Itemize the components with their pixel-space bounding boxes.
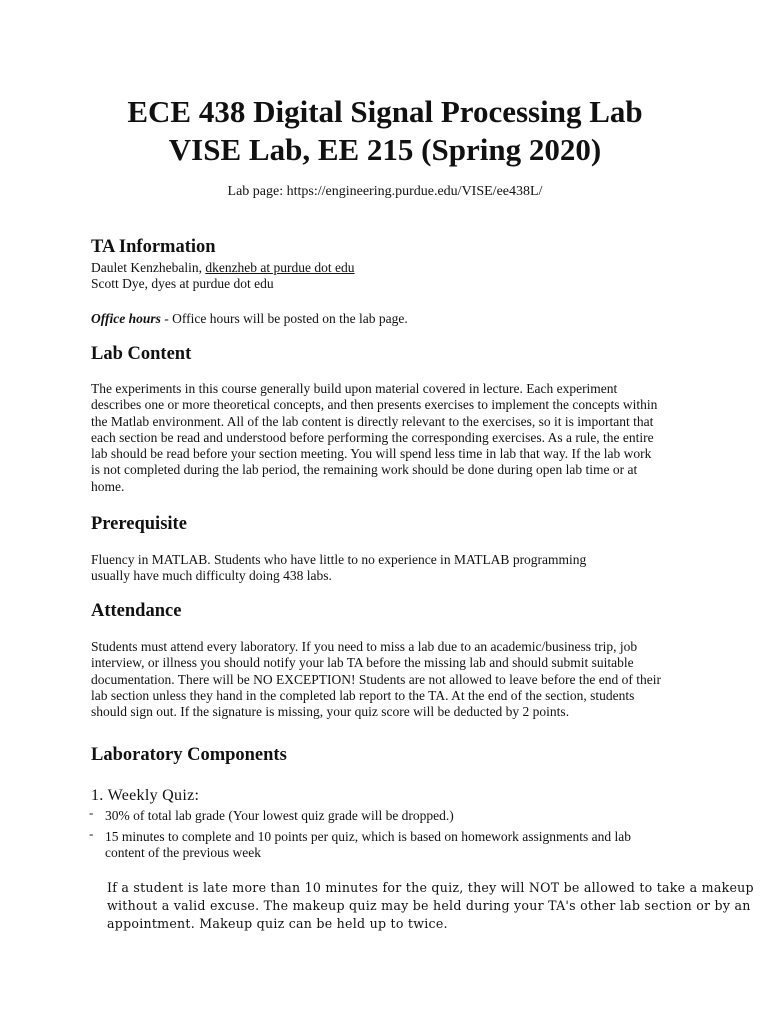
makeup-quiz-note: [107, 879, 754, 933]
office-hours-text: - Office hours will be posted on the lab page.: [160, 311, 408, 326]
lab-content-line: The experiments in this course generally build upon material covered in lecture. Each experiment: [91, 381, 618, 396]
makeup-note-line: without a valid excuse. The makeup quiz may be held during your TA's other lab section or by an: [107, 898, 751, 913]
prerequisite-line: Fluency in MATLAB. Students who have little to no experience in MATLAB programming: [91, 552, 587, 567]
lab-page-url: Lab page: https://engineering.purdue.edu/VISE/ee438L/: [227, 184, 543, 199]
makeup-note-line: appointment. Makeup quiz can be held up to twice.: [107, 916, 448, 931]
page-title-line-1: ECE 438 Digital Signal Processing Lab: [127, 94, 643, 129]
lab-content-line: home.: [91, 478, 125, 494]
weekly-quiz-title: 1. Weekly Quiz:: [91, 787, 200, 804]
dash-bullet-icon: -: [89, 805, 94, 820]
office-hours-line: [91, 311, 408, 327]
attendance-paragraph: [91, 639, 691, 720]
ta-information-heading: TA Information: [91, 237, 216, 257]
ta2-line: Scott Dye, dyes at purdue dot edu: [91, 276, 274, 291]
makeup-note-line: If a student is late more than 10 minutes for the quiz, they will NOT be allowed to take a makeup: [107, 880, 754, 895]
quiz-bullet-text: 30% of total lab grade (Your lowest quiz grade will be dropped.): [105, 808, 454, 823]
quiz-bullet-line: 15 minutes to complete and 10 points per quiz, which is based on homework assignments and lab: [105, 829, 632, 844]
attendance-line: lab section unless they hand in the completed lab report to the TA. At the end of the section, students: [91, 687, 635, 703]
prerequisite-line: usually have much difficulty doing 438 labs.: [91, 568, 332, 584]
attendance-line: should sign out. If the signature is missing, your quiz score will be deducted by 2 points.: [91, 704, 570, 720]
lab-content-line: is not completed during the lab period, the remaining work should be done during open lab time or at: [91, 462, 638, 478]
ta1-email-link[interactable]: dkenzheb at purdue dot edu: [205, 260, 355, 275]
lab-content-line: the Matlab environment. All of the lab content is directly relevant to the exercises, so it is important that: [91, 413, 654, 429]
office-hours-label: Office hours: [91, 311, 161, 326]
ta1-line: [91, 260, 355, 276]
attendance-heading: Attendance: [91, 601, 182, 621]
attendance-line: documentation. There will be NO EXCEPTION! Students are not allowed to leave before the end of their: [91, 671, 661, 687]
prerequisite-paragraph: [91, 552, 691, 585]
ta1-name: Daulet Kenzhebalin,: [91, 260, 206, 275]
attendance-line: interview, or illness you should notify your lab TA before the missing lab and should submit suitable: [91, 655, 634, 671]
laboratory-components-heading: Laboratory Components: [91, 745, 287, 765]
quiz-bullet-line: content of the previous week: [105, 845, 261, 861]
quiz-bullet-text: [105, 829, 631, 862]
lab-content-line: each section be read and understood before performing the corresponding exercises. As a rule, the entire: [91, 429, 654, 445]
lab-content-heading: Lab Content: [91, 344, 192, 364]
prerequisite-heading: Prerequisite: [91, 514, 187, 534]
lab-content-line: describes one or more theoretical concepts, and then presents exercises to implement the concepts within: [91, 397, 658, 413]
attendance-line: Students must attend every laboratory. If you need to miss a lab due to an academic/business trip, job: [91, 639, 638, 654]
lab-content-line: lab should be read before your section meeting. You will spend less time in lab that way. If the lab work: [91, 446, 652, 462]
dash-bullet-icon: -: [89, 826, 94, 841]
lab-content-paragraph: [91, 381, 691, 495]
page-title-line-2: VISE Lab, EE 215 (Spring 2020): [168, 132, 602, 167]
